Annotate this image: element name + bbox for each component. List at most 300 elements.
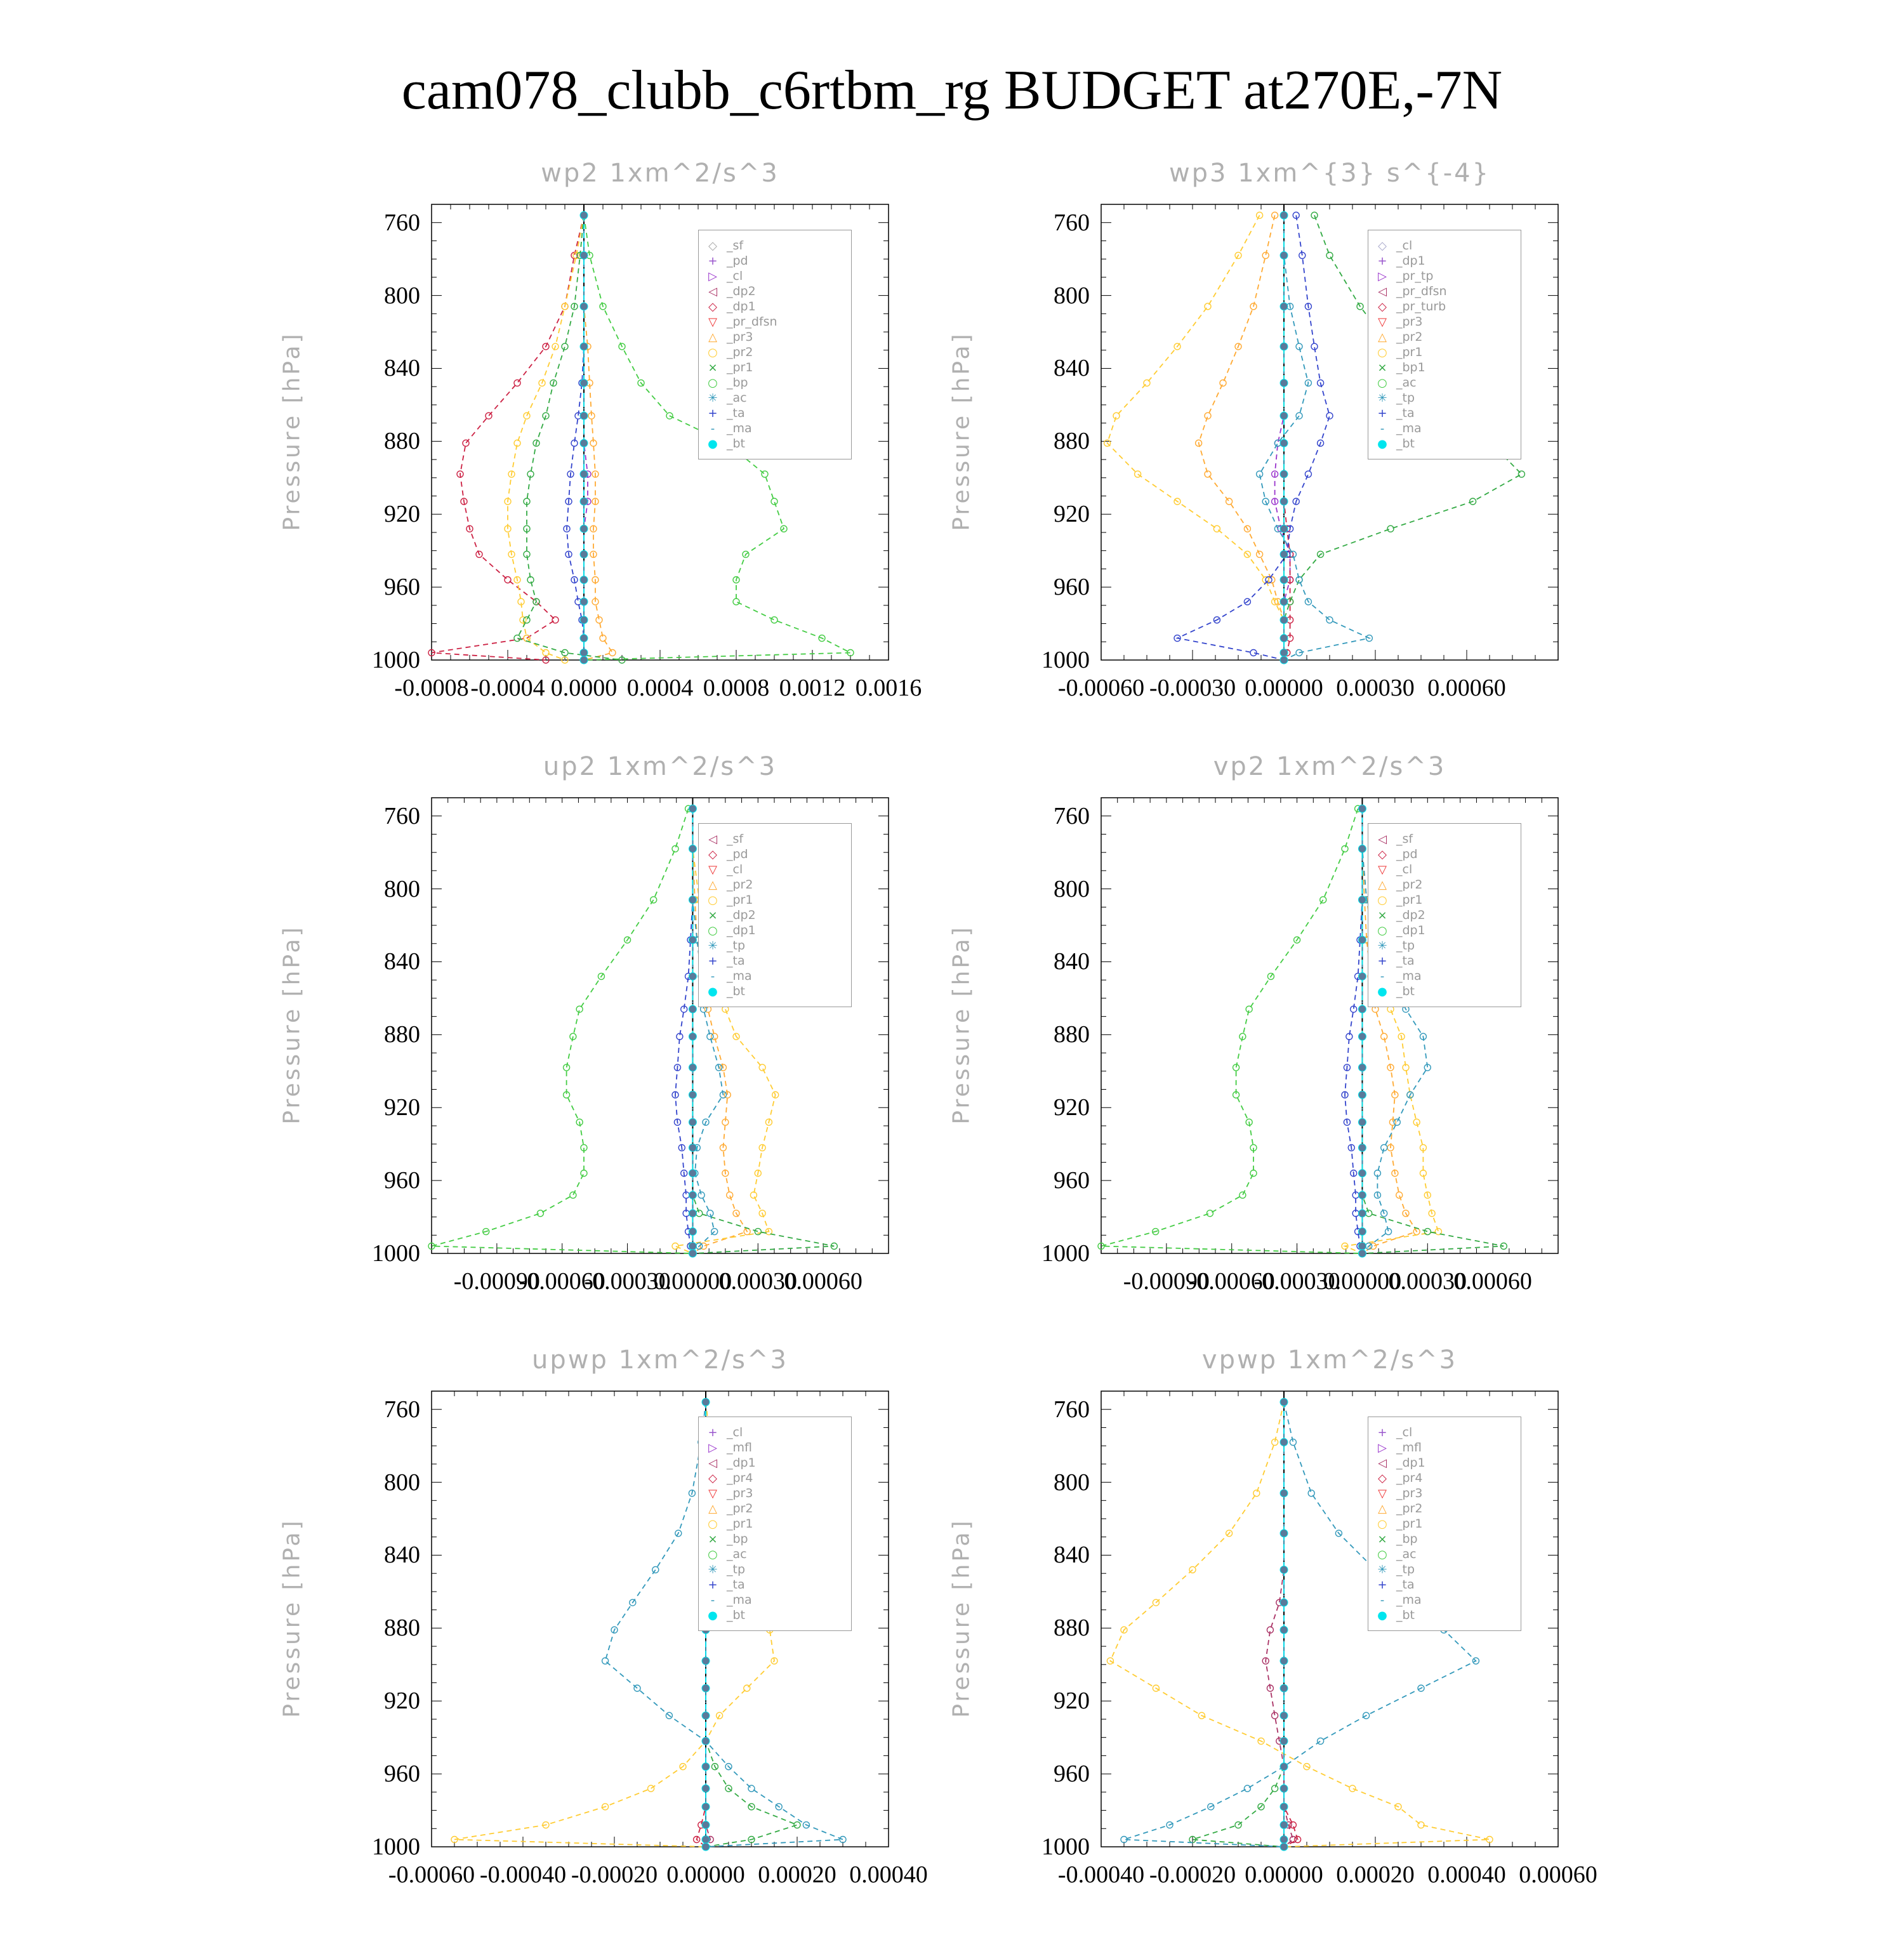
legend-label: _pr2 xyxy=(727,878,753,892)
legend-marker-icon: ● xyxy=(1377,985,1387,998)
data-point xyxy=(580,439,588,447)
data-point xyxy=(486,413,492,419)
legend-marker-icon: ◇ xyxy=(708,300,717,314)
data-point xyxy=(689,1170,696,1177)
legend-item xyxy=(1368,1592,1422,1608)
y-tick-label: 880 xyxy=(384,428,420,455)
data-point xyxy=(609,650,616,656)
legend-label: _bt xyxy=(1396,984,1415,998)
data-point xyxy=(1358,1191,1366,1199)
data-point xyxy=(689,1091,696,1099)
data-point xyxy=(689,1250,696,1257)
data-point xyxy=(1272,1785,1278,1792)
legend-label: _sf xyxy=(727,239,744,253)
legend-marker-icon: × xyxy=(1377,1533,1387,1546)
x-tick-label: -0.00030 xyxy=(1253,1268,1340,1295)
data-point xyxy=(1342,845,1348,852)
legend-label: _pr3 xyxy=(727,1486,753,1500)
legend-marker-icon: ▷ xyxy=(1378,270,1387,283)
data-point xyxy=(505,577,511,583)
y-tick-label: 960 xyxy=(1054,1760,1090,1788)
data-point xyxy=(1396,1192,1403,1198)
y-tick-label: 800 xyxy=(1054,282,1090,309)
legend-label: _dp1 xyxy=(727,300,756,314)
data-point xyxy=(1280,1803,1288,1811)
data-point xyxy=(1280,1843,1288,1851)
legend-item xyxy=(1368,1562,1415,1577)
y-axis-label: Pressure [hPa] xyxy=(948,331,975,531)
legend-label: _ma xyxy=(1396,421,1422,435)
legend-label: _pr3 xyxy=(1396,315,1423,329)
legend-marker-icon: ○ xyxy=(1377,1517,1387,1531)
legend-marker-icon: ◇ xyxy=(708,848,717,861)
legend-marker-icon: × xyxy=(1377,909,1387,922)
legend-marker-icon: ◇ xyxy=(708,1472,717,1485)
y-tick-label: 800 xyxy=(384,875,420,902)
legend-item xyxy=(1368,938,1415,953)
legend-label: _pr2 xyxy=(1396,330,1423,344)
legend-item xyxy=(1368,1470,1422,1486)
chart-legend xyxy=(698,230,852,459)
legend-marker-icon: ◁ xyxy=(708,833,717,846)
y-tick-label: 1000 xyxy=(1041,647,1090,673)
data-point xyxy=(1280,1684,1288,1692)
data-point xyxy=(689,896,696,904)
legend-item xyxy=(1368,1531,1418,1547)
data-point xyxy=(1387,525,1394,532)
legend-item xyxy=(1368,1501,1422,1516)
legend-item xyxy=(699,390,747,406)
legend-item xyxy=(1368,968,1422,984)
legend-label: _dp1 xyxy=(1396,923,1425,937)
chart-legend xyxy=(698,823,852,1007)
legend-marker-icon: ▷ xyxy=(708,270,717,283)
data-point xyxy=(689,845,696,852)
data-point xyxy=(702,1843,710,1851)
data-point xyxy=(580,635,588,642)
y-tick-label: 800 xyxy=(1054,875,1090,902)
series-line xyxy=(1107,215,1284,660)
chart-title: vpwp 1xm^2/s^3 xyxy=(1201,1345,1458,1375)
legend-label: _bt xyxy=(727,984,746,998)
data-point xyxy=(580,649,588,657)
legend-label: _bp xyxy=(727,1532,748,1546)
data-point xyxy=(1280,1836,1288,1844)
chart-title: wp3 1xm^{3} s^{-4} xyxy=(1168,159,1491,188)
legend-label: _tp xyxy=(727,939,746,953)
legend-label: _sf xyxy=(727,832,744,846)
legend-label: _bt xyxy=(1396,1608,1415,1622)
legend-item xyxy=(699,1608,745,1623)
data-point xyxy=(1326,617,1333,623)
data-point xyxy=(689,1005,696,1013)
legend-marker-icon: × xyxy=(708,1533,718,1546)
legend-label: _pr4 xyxy=(727,1471,753,1485)
legend-label: _pr4 xyxy=(1396,1471,1423,1485)
y-tick-label: 920 xyxy=(1054,1688,1090,1715)
data-point xyxy=(689,1228,696,1236)
x-tick-label: -0.00060 xyxy=(519,1268,605,1295)
x-tick-label: 0.0000 xyxy=(550,675,618,701)
legend-label: _ma xyxy=(727,1593,752,1607)
data-point xyxy=(1280,251,1288,259)
legend-marker-icon: ▽ xyxy=(1378,315,1387,329)
data-point xyxy=(794,1822,800,1828)
legend-label: _bt xyxy=(1396,437,1415,451)
legend-label: _tp xyxy=(1396,391,1415,405)
y-tick-label: 840 xyxy=(384,1542,420,1569)
legend-label: _tp xyxy=(727,1562,746,1576)
data-point xyxy=(1250,1170,1257,1177)
data-point xyxy=(1280,1712,1288,1719)
legend-marker-icon: ● xyxy=(708,1609,718,1622)
x-tick-label: 0.00000 xyxy=(1245,675,1323,701)
legend-item xyxy=(699,984,745,999)
legend-item xyxy=(1368,436,1415,451)
legend-label: _pr1 xyxy=(727,360,753,374)
legend-item xyxy=(1368,421,1422,436)
y-tick-label: 920 xyxy=(384,1688,420,1715)
y-tick-label: 760 xyxy=(384,1396,420,1423)
data-point xyxy=(1280,525,1288,532)
x-tick-label: -0.00090 xyxy=(453,1268,540,1295)
y-tick-label: 800 xyxy=(384,282,420,309)
legend-label: _ta xyxy=(727,954,745,968)
legend-marker-icon: × xyxy=(1377,361,1387,374)
x-tick-label: 0.00000 xyxy=(1245,1861,1323,1888)
legend-item xyxy=(699,284,756,299)
data-point xyxy=(1144,380,1150,386)
legend-marker-icon: ◇ xyxy=(1378,239,1387,253)
legend-item xyxy=(699,345,753,360)
legend-label: _cl xyxy=(727,862,743,876)
data-point xyxy=(672,845,678,852)
legend-item xyxy=(1368,1547,1417,1562)
legend-label: _pr1 xyxy=(727,893,753,907)
x-tick-label: -0.00060 xyxy=(388,1861,475,1888)
legend-label: _ta xyxy=(1396,1578,1415,1592)
legend-item xyxy=(699,1547,747,1562)
data-point xyxy=(702,1398,710,1406)
legend-item xyxy=(1368,360,1425,375)
data-point xyxy=(1280,439,1288,447)
legend-label: _pr2 xyxy=(727,345,753,359)
series-line xyxy=(584,215,612,660)
legend-label: _pr2 xyxy=(1396,1502,1423,1516)
y-tick-label: 760 xyxy=(1054,802,1090,829)
x-tick-label: -0.00020 xyxy=(571,1861,658,1888)
legend-label: _ac xyxy=(1396,376,1417,390)
data-point xyxy=(1305,471,1311,477)
data-point xyxy=(1205,303,1211,310)
legend-marker-icon: × xyxy=(708,909,718,922)
y-tick-label: 840 xyxy=(1054,355,1090,382)
legend-label: _tp xyxy=(1396,939,1415,953)
legend-marker-icon: ○ xyxy=(708,894,718,907)
x-tick-label: 0.0008 xyxy=(703,675,770,701)
legend-item xyxy=(699,253,748,268)
data-point xyxy=(1220,380,1226,386)
data-point xyxy=(1349,1785,1356,1792)
legend-item xyxy=(1368,923,1425,938)
legend-item xyxy=(699,1440,752,1455)
legend-item xyxy=(699,938,745,953)
x-tick-label: 0.00000 xyxy=(1323,1268,1402,1295)
data-point xyxy=(744,1685,750,1691)
legend-label: _ma xyxy=(727,421,752,435)
y-tick-label: 920 xyxy=(1054,501,1090,528)
y-tick-label: 960 xyxy=(384,1760,420,1788)
legend-label: _dp1 xyxy=(1396,254,1425,268)
legend-marker-icon: ○ xyxy=(1377,924,1387,937)
x-tick-label: 0.00040 xyxy=(1427,1861,1506,1888)
data-point xyxy=(1280,343,1288,350)
data-point xyxy=(580,498,588,505)
x-tick-label: 0.00040 xyxy=(849,1861,928,1888)
data-point xyxy=(652,1566,659,1573)
legend-marker-icon: ✳ xyxy=(708,392,718,405)
data-point xyxy=(696,1210,703,1217)
x-tick-label: -0.0008 xyxy=(394,675,469,701)
legend-label: _pr3 xyxy=(1396,1486,1423,1500)
data-point xyxy=(1358,1005,1366,1013)
y-tick-label: 760 xyxy=(384,802,420,829)
legend-marker-icon: ○ xyxy=(708,1517,718,1531)
legend-item xyxy=(1368,375,1417,390)
legend-marker-icon: + xyxy=(708,1426,718,1439)
legend-item xyxy=(699,1531,748,1547)
data-point xyxy=(702,1821,710,1829)
x-tick-label: 0.00020 xyxy=(758,1861,836,1888)
data-point xyxy=(602,1658,609,1664)
data-point xyxy=(702,1763,710,1771)
legend-label: _pd xyxy=(727,254,748,268)
legend-item xyxy=(699,968,752,984)
data-point xyxy=(580,550,588,558)
legend-marker-icon: ● xyxy=(1377,437,1387,451)
data-point xyxy=(1244,1785,1250,1792)
legend-item xyxy=(699,831,743,847)
data-point xyxy=(1280,550,1288,558)
legend-label: _pr1 xyxy=(1396,1517,1423,1531)
legend-marker-icon: ● xyxy=(708,437,718,451)
legend-item xyxy=(1368,406,1415,421)
data-point xyxy=(1296,413,1302,419)
legend-item xyxy=(699,877,753,892)
data-point xyxy=(1358,1118,1366,1126)
series-line xyxy=(567,215,584,660)
y-tick-label: 800 xyxy=(384,1469,420,1496)
legend-label: _pr2 xyxy=(1396,878,1423,892)
legend-item xyxy=(699,908,756,923)
legend-item xyxy=(699,1562,745,1577)
legend-item xyxy=(1368,1440,1422,1455)
data-point xyxy=(698,1192,704,1198)
legend-marker-icon: ▽ xyxy=(708,863,717,876)
legend-marker-icon: - xyxy=(1380,970,1385,983)
legend-label: _cl xyxy=(727,269,743,283)
data-point xyxy=(1366,1210,1372,1217)
legend-marker-icon: ▽ xyxy=(708,1487,717,1500)
panel-vp2 xyxy=(948,746,1850,1349)
series-line xyxy=(508,215,584,660)
x-tick-label: -0.00090 xyxy=(1123,1268,1210,1295)
data-point xyxy=(689,1033,696,1040)
data-point xyxy=(580,211,588,219)
legend-item xyxy=(699,1486,753,1501)
y-tick-label: 1000 xyxy=(372,1833,420,1860)
legend-item xyxy=(1368,1425,1412,1440)
data-point xyxy=(1358,805,1366,812)
data-point xyxy=(1205,471,1211,477)
legend-label: _bt xyxy=(727,437,746,451)
y-tick-label: 960 xyxy=(384,1167,420,1194)
legend-item xyxy=(1368,877,1422,892)
legend-label: _cl xyxy=(1396,862,1413,876)
y-tick-label: 880 xyxy=(384,1615,420,1642)
legend-item xyxy=(699,268,743,284)
legend-marker-icon: + xyxy=(1377,254,1387,268)
x-tick-label: 0.00060 xyxy=(784,1268,863,1295)
legend-marker-icon: △ xyxy=(1378,331,1387,344)
x-tick-label: 0.00030 xyxy=(1388,1268,1467,1295)
y-tick-label: 880 xyxy=(1054,428,1090,455)
y-tick-label: 840 xyxy=(384,948,420,975)
data-point xyxy=(1358,1210,1366,1217)
y-tick-label: 760 xyxy=(384,209,420,236)
legend-marker-icon: ✳ xyxy=(1377,1563,1387,1576)
data-point xyxy=(1280,303,1288,310)
data-point xyxy=(1253,1490,1260,1496)
legend-item xyxy=(1368,831,1413,847)
data-point xyxy=(1280,1657,1288,1665)
legend-item xyxy=(1368,314,1422,329)
data-point xyxy=(1280,1599,1288,1606)
legend-marker-icon: - xyxy=(710,1594,715,1607)
legend-label: _pr2 xyxy=(727,1502,753,1516)
legend-item xyxy=(1368,299,1446,314)
data-point xyxy=(1326,413,1333,419)
legend-item xyxy=(1368,953,1415,968)
legend-label: _pr1 xyxy=(1396,893,1423,907)
legend-marker-icon: ◁ xyxy=(708,1456,717,1470)
legend-label: _ta xyxy=(1396,406,1415,420)
legend-label: _bp xyxy=(727,376,748,390)
data-point xyxy=(1290,1822,1296,1828)
y-tick-label: 800 xyxy=(1054,1469,1090,1496)
data-point xyxy=(689,1144,696,1151)
y-axis-label: Pressure [hPa] xyxy=(948,925,975,1125)
legend-marker-icon: ▽ xyxy=(1378,1487,1387,1500)
data-point xyxy=(1213,525,1220,532)
y-tick-label: 960 xyxy=(384,574,420,601)
series-line xyxy=(517,215,622,660)
legend-marker-icon: + xyxy=(1377,1578,1387,1592)
data-point xyxy=(648,1785,654,1792)
legend-marker-icon: + xyxy=(1377,1426,1387,1439)
data-point xyxy=(580,379,588,386)
legend-label: _dp1 xyxy=(727,923,756,937)
legend-marker-icon: △ xyxy=(708,1502,717,1516)
x-tick-label: -0.00030 xyxy=(1149,675,1236,701)
page-title: cam078_clubb_c6rtbm_rg BUDGET at270E,-7N xyxy=(401,60,1503,121)
x-tick-label: 0.00060 xyxy=(1519,1861,1597,1888)
y-tick-label: 920 xyxy=(384,501,420,528)
x-tick-label: 0.00030 xyxy=(1336,675,1415,701)
legend-item xyxy=(1368,345,1422,360)
legend-item xyxy=(699,862,743,877)
data-point xyxy=(702,1684,710,1692)
data-point xyxy=(689,1210,696,1217)
legend-label: _pr3 xyxy=(727,330,753,344)
data-point xyxy=(1280,1566,1288,1573)
data-point xyxy=(1424,1229,1431,1235)
legend-item xyxy=(1368,284,1447,299)
legend-marker-icon: ▽ xyxy=(1378,863,1387,876)
y-axis-label: Pressure [hPa] xyxy=(279,331,305,531)
legend-label: _bt xyxy=(727,1608,746,1622)
data-point xyxy=(1113,413,1120,419)
data-point xyxy=(524,617,530,623)
legend-item xyxy=(699,421,752,436)
data-point xyxy=(689,972,696,980)
series-line xyxy=(1345,809,1362,1253)
data-point xyxy=(1280,1821,1288,1829)
legend-label: _ta xyxy=(1396,954,1415,968)
legend-item xyxy=(1368,1486,1422,1501)
data-point xyxy=(580,576,588,584)
data-point xyxy=(702,1836,710,1844)
data-point xyxy=(672,1243,678,1250)
data-point xyxy=(762,471,768,477)
legend-item xyxy=(1368,1516,1422,1531)
y-axis-label: Pressure [hPa] xyxy=(279,925,305,1125)
data-point xyxy=(1358,1144,1366,1151)
legend-item xyxy=(699,1455,756,1470)
data-point xyxy=(580,303,588,310)
x-tick-label: -0.00040 xyxy=(1057,1861,1145,1888)
chart-title: vp2 1xm^2/s^3 xyxy=(1213,752,1446,781)
data-point xyxy=(1280,1490,1288,1497)
legend-item xyxy=(699,1592,752,1608)
data-point xyxy=(1205,413,1211,419)
legend-label: _ma xyxy=(1396,969,1422,983)
legend-item xyxy=(1368,329,1422,345)
legend-label: _ma xyxy=(1396,1593,1422,1607)
legend-item xyxy=(1368,892,1422,908)
legend-label: _pd xyxy=(1396,847,1418,861)
legend-item xyxy=(699,329,753,345)
x-tick-label: 0.0016 xyxy=(855,675,922,701)
legend-marker-icon: ▷ xyxy=(1378,1441,1387,1455)
data-point xyxy=(1280,1626,1288,1634)
data-point xyxy=(1280,379,1288,386)
data-point xyxy=(750,1192,757,1198)
data-point xyxy=(727,1192,733,1198)
legend-marker-icon: ○ xyxy=(708,1548,718,1561)
data-point xyxy=(1358,936,1366,944)
legend-item xyxy=(1368,862,1412,877)
legend-label: _dp2 xyxy=(727,908,756,922)
data-point xyxy=(1358,1243,1366,1250)
legend-label: _dp2 xyxy=(1396,908,1425,922)
legend-item xyxy=(699,953,745,968)
series-line xyxy=(1284,1402,1298,1847)
chart-legend xyxy=(698,1417,852,1631)
legend-label: _dp2 xyxy=(727,284,756,298)
legend-label: _bp xyxy=(1396,1532,1418,1546)
legend-item xyxy=(699,1577,745,1592)
